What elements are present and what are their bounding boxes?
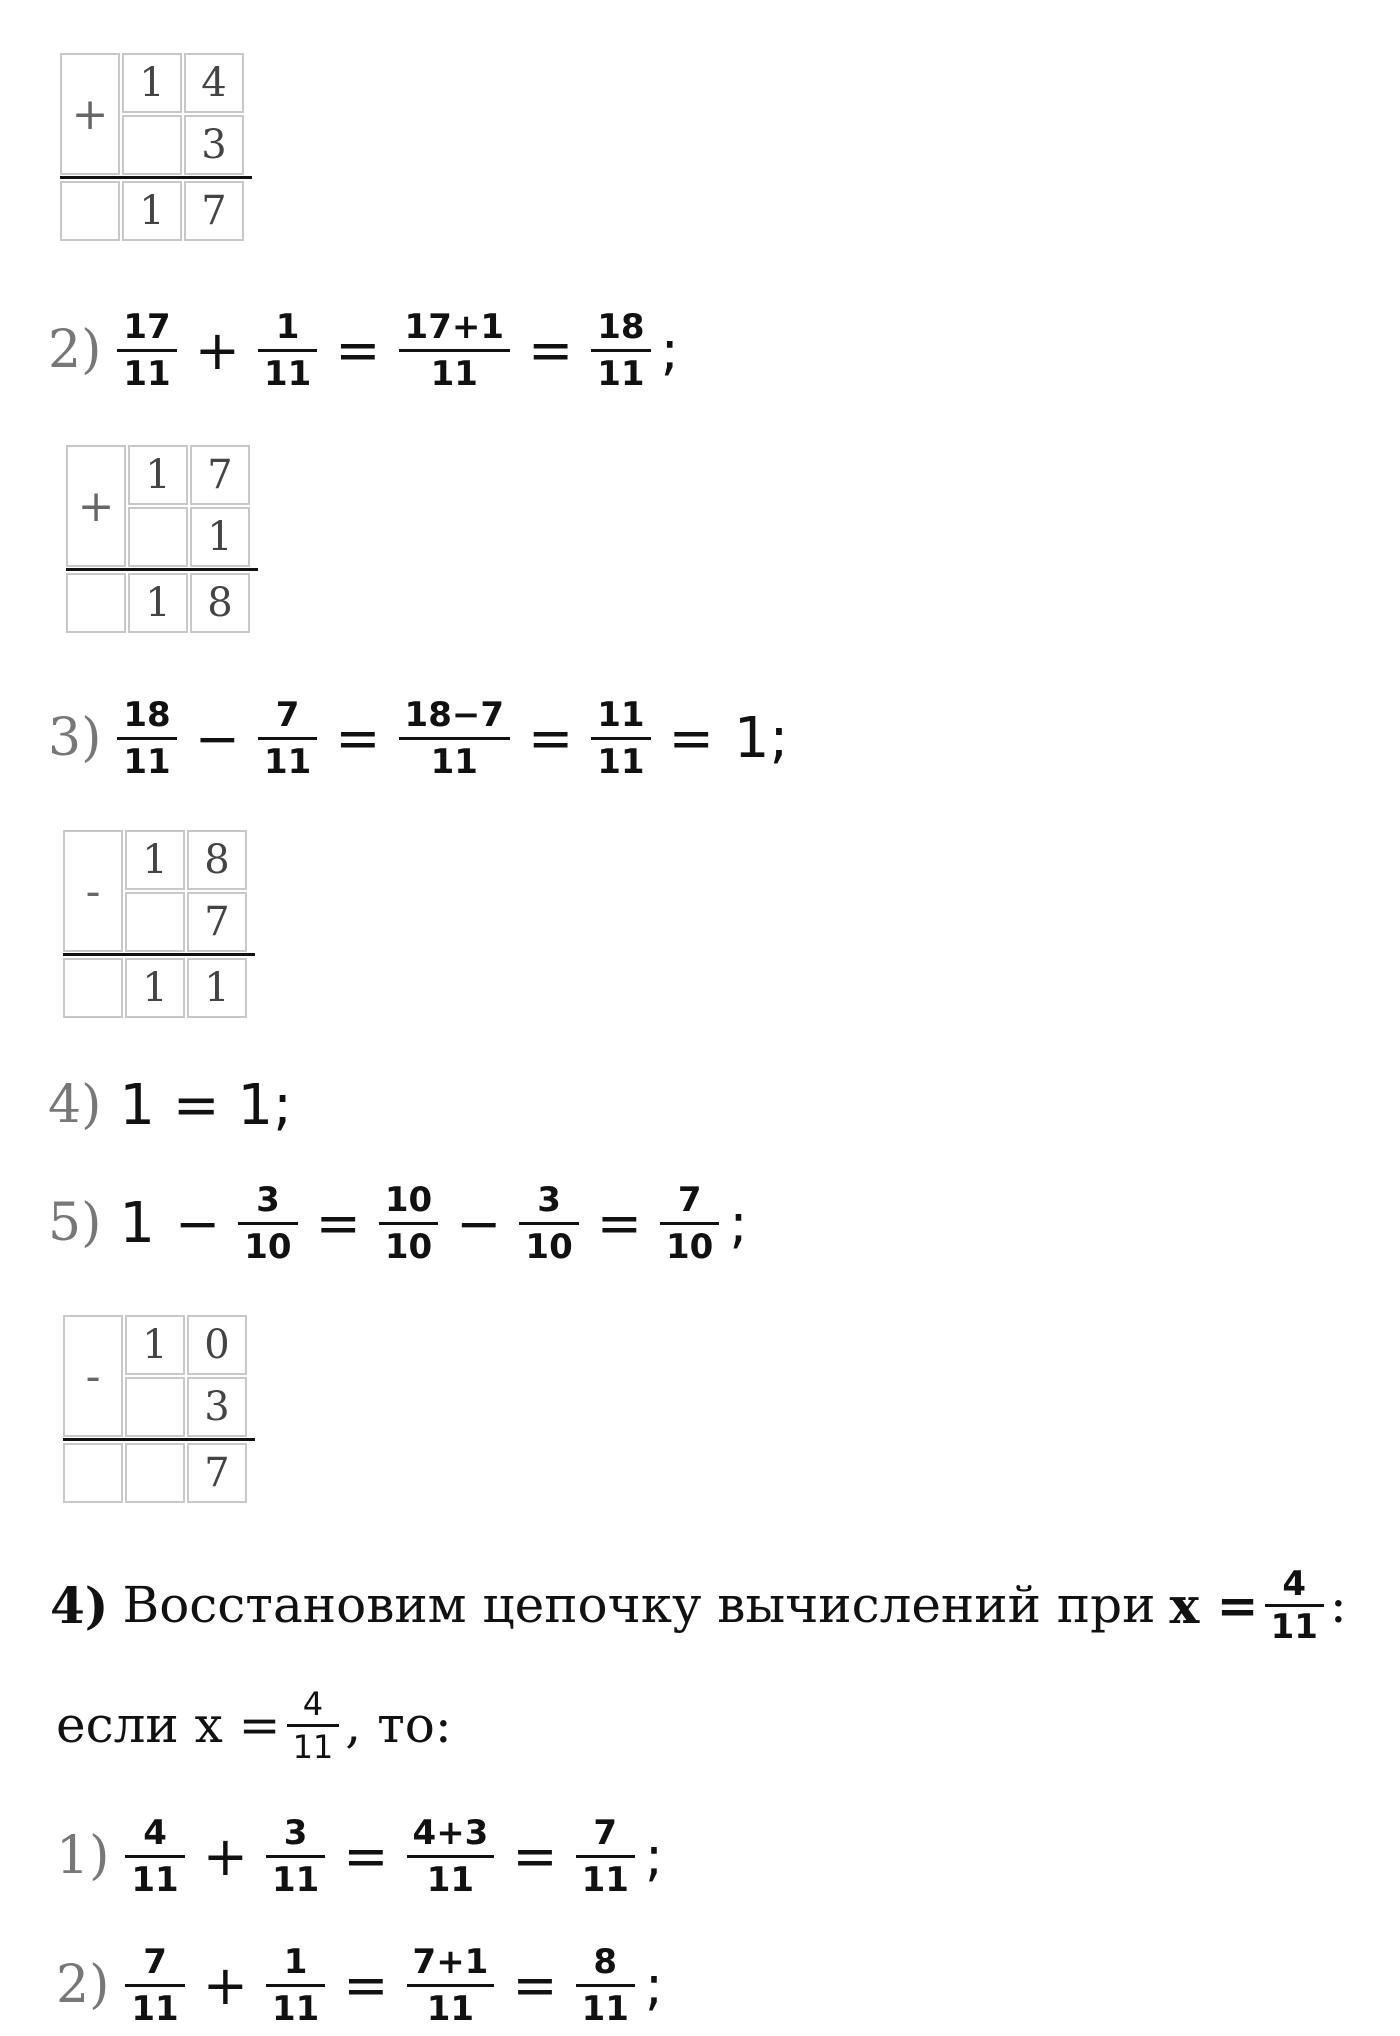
operator: − xyxy=(456,1191,502,1255)
equals-sign: = xyxy=(315,1191,361,1255)
semicolon: ; xyxy=(660,318,679,382)
fraction: $\frac{4}{11}$ xyxy=(125,1811,184,1902)
digit-cell xyxy=(125,1443,185,1503)
digit-cell: 1 xyxy=(125,958,185,1018)
digit-cell: 8 xyxy=(187,830,247,890)
equals-sign: = xyxy=(335,706,381,770)
equation-4 xyxy=(48,1055,300,1155)
fraction: $\frac{18}{11}$ xyxy=(117,693,176,784)
step-label: 2) xyxy=(56,1955,110,2015)
fraction: $\frac{1}{11}$ xyxy=(258,305,317,396)
condition-tail: , то: xyxy=(345,1696,452,1754)
digit-cell: 4 xyxy=(184,53,244,113)
digit-cell xyxy=(63,1443,123,1503)
digit-cell: 3 xyxy=(184,115,244,175)
equals-sign: = xyxy=(596,1191,642,1255)
fraction: $\frac{18-7}{11}$ xyxy=(399,693,510,784)
fraction: $\frac{8}{11}$ xyxy=(576,1940,635,2031)
value: 1 xyxy=(119,1190,156,1256)
digit-cell xyxy=(63,958,123,1018)
fraction: $\frac{7}{11}$ xyxy=(258,693,317,784)
condition-line xyxy=(56,1670,452,1780)
step-label: 3) xyxy=(48,708,102,768)
digit-cell: 1 xyxy=(187,958,247,1018)
condition-text: если x = xyxy=(56,1696,281,1754)
step-label: 1) xyxy=(56,1826,110,1886)
equation-5 xyxy=(48,1173,748,1273)
equals-sign: = xyxy=(668,706,714,770)
equals-sign: = xyxy=(528,318,574,382)
digit-cell: 1 xyxy=(128,445,188,505)
fraction: $\frac{17}{11}$ xyxy=(117,305,176,396)
digit-cell: 8 xyxy=(190,573,250,633)
digit-cell: 7 xyxy=(187,892,247,952)
fraction: $\frac{7}{10}$ xyxy=(660,1178,719,1269)
step-2 xyxy=(56,1935,663,2035)
digit-cell: 1 xyxy=(125,830,185,890)
digit-cell: 1 xyxy=(122,181,182,241)
step-1 xyxy=(56,1806,663,1906)
digit-cell xyxy=(122,115,182,175)
fraction: $\frac{11}{11}$ xyxy=(591,693,650,784)
equation-3 xyxy=(48,688,796,788)
digit-cell: 7 xyxy=(184,181,244,241)
equation-text: 1 = 1; xyxy=(119,1072,293,1138)
operator-cell: - xyxy=(63,830,123,952)
subtraction-grid-2 xyxy=(63,1315,255,1505)
operator: + xyxy=(194,318,240,382)
digit-cell xyxy=(128,507,188,567)
operator: + xyxy=(202,1953,248,2017)
digit-cell xyxy=(66,573,126,633)
fraction: $\frac{17+1}{11}$ xyxy=(399,305,510,396)
digit-cell: 1 xyxy=(190,507,250,567)
operator-cell: + xyxy=(66,445,126,567)
semicolon: ; xyxy=(644,1953,664,2017)
fraction: $\frac{4}{11}$ xyxy=(287,1684,340,1767)
digit-cell: 1 xyxy=(122,53,182,113)
operator-cell: + xyxy=(60,53,120,175)
digit-cell: 7 xyxy=(187,1443,247,1503)
equals-sign: = xyxy=(343,1824,389,1888)
step-label: 4) xyxy=(48,1075,102,1135)
result-value: 1; xyxy=(733,705,789,771)
operator-cell: - xyxy=(63,1315,123,1437)
sum-line xyxy=(66,568,258,571)
semicolon: ; xyxy=(729,1191,748,1255)
digit-cell: 1 xyxy=(125,1315,185,1375)
equals-sign: = xyxy=(528,706,574,770)
fraction: $\frac{4}{11}$ xyxy=(1265,1564,1324,1647)
equals-sign: = xyxy=(343,1953,389,2017)
sum-line xyxy=(63,1438,255,1441)
digit-cell xyxy=(125,892,185,952)
section-number: 4) xyxy=(50,1575,109,1635)
fraction: $\frac{3}{11}$ xyxy=(266,1811,325,1902)
variable: x = xyxy=(1169,1575,1259,1635)
digit-cell xyxy=(125,1377,185,1437)
digit-cell: 3 xyxy=(187,1377,247,1437)
fraction: $\frac{7}{11}$ xyxy=(125,1940,184,2031)
addition-grid-1 xyxy=(60,53,252,243)
colon: : xyxy=(1329,1576,1347,1634)
subtraction-grid-1 xyxy=(63,830,255,1020)
fraction: $\frac{7}{11}$ xyxy=(576,1811,635,1902)
sum-line xyxy=(60,176,252,179)
equals-sign: = xyxy=(335,318,381,382)
fraction: $\frac{3}{10}$ xyxy=(238,1178,297,1269)
operator: − xyxy=(175,1191,221,1255)
section-heading xyxy=(50,1550,1347,1660)
equation-2 xyxy=(48,300,679,400)
fraction: $\frac{4+3}{11}$ xyxy=(407,1811,495,1902)
operator: + xyxy=(202,1824,248,1888)
digit-cell: 7 xyxy=(190,445,250,505)
section-text: Восстановим цепочку вычислений при xyxy=(122,1576,1156,1634)
semicolon: ; xyxy=(644,1824,664,1888)
fraction: $\frac{7+1}{11}$ xyxy=(407,1940,495,2031)
fraction: $\frac{3}{10}$ xyxy=(519,1178,578,1269)
fraction: $\frac{18}{11}$ xyxy=(591,305,650,396)
step-label: 2) xyxy=(48,320,102,380)
sum-line xyxy=(63,953,255,956)
digit-cell: 1 xyxy=(128,573,188,633)
fraction: $\frac{10}{10}$ xyxy=(379,1178,438,1269)
fraction: $\frac{1}{11}$ xyxy=(266,1940,325,2031)
digit-cell xyxy=(60,181,120,241)
step-label: 5) xyxy=(48,1193,102,1253)
equals-sign: = xyxy=(512,1953,558,2017)
equals-sign: = xyxy=(512,1824,558,1888)
addition-grid-2 xyxy=(66,445,258,635)
digit-cell: 0 xyxy=(187,1315,247,1375)
operator: − xyxy=(194,706,240,770)
